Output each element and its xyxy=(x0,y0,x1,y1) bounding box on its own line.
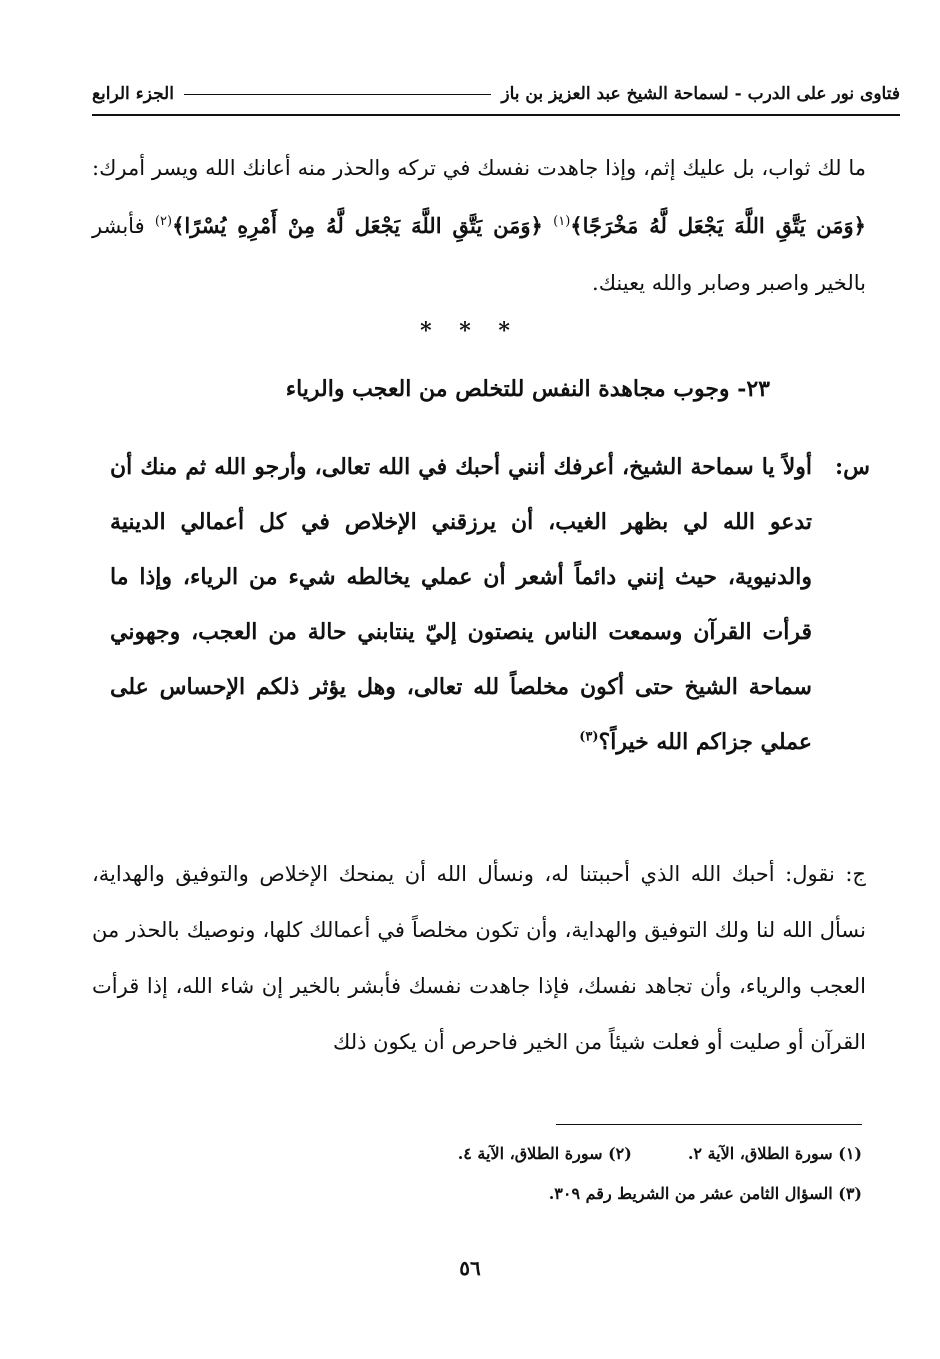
answer-text: نقول: أحبك الله الذي أحببتنا له، ونسأل الله أن يمنحك الإخلاص والتوفيق والهداية، نسأل الله لنا ولك التوفيق والهداية، وأن تكون مخلصاً في أعمالك كلها، ونوصيك بالحذر من العجب والرياء، وأن تجاهد نفسك، فإذا جاهدت نفسك فأبشر بالخير إن شاء الله، إذا قرأت القرآن أو صليت أو فعلت شيئاً من الخير فاحرص أن يكون ذلك xyxy=(92,862,866,1054)
footnote-ref-2: (٢) xyxy=(154,214,173,229)
footnote-3: (٣) السؤال الثامن عشر من الشريط رقم ٣٠٩. xyxy=(548,1184,862,1203)
answer-paragraph xyxy=(92,846,866,1070)
intro-paragraph xyxy=(92,140,866,312)
question-block xyxy=(110,440,870,770)
footnote-line-2 xyxy=(92,1174,862,1214)
quran-verse-1: ﴿وَمَن يَتَّقِ اللَّهَ يَجْعَل لَّهُ مَخْرَجًا﴾ xyxy=(570,213,866,238)
section-title: ٢٣- وجوب مجاهدة النفس للتخلص من العجب والرياء xyxy=(285,376,770,402)
header-rule xyxy=(92,114,900,116)
section-separator: * * * xyxy=(420,318,520,344)
question-text: أولاً يا سماحة الشيخ، أعرفك أنني أحبك في الله تعالى، وأرجو الله ثم منك أن تدعو الله لي بظهر الغيب، أن يرزقني الإخلاص في كل أعمالي الدينية والدنيوية، حيث إنني دائماً أشعر أن عملي يخالطه شيء من الرياء، وإذا ما قرأت القرآن وسمعت الناس ينصتون إليّ ينتابني حالة من العجب، وجهوني سماحة الشيخ حتى أكون مخلصاً لله تعالى، وهل يؤثر ذلكم الإحساس على عملي جزاكم الله خيراً؟ xyxy=(110,454,812,755)
answer-label: ج: xyxy=(845,862,866,886)
footnote-ref-1: (١) xyxy=(553,214,571,229)
page-number: ٥٦ xyxy=(459,1256,481,1280)
book-title: فتاوى نور على الدرب - لسماحة الشيخ عبد العزيز بن باز xyxy=(501,84,900,104)
footnotes xyxy=(92,1134,862,1214)
running-header xyxy=(92,84,900,104)
question-label: س: xyxy=(835,454,870,480)
intro-closing-text: فأبشر بالخير واصبر وصابر والله يعينك. xyxy=(92,214,866,295)
quran-verse-2: ﴿وَمَن يَتَّقِ اللَّهَ يَجْعَل لَّهُ مِنْ أَمْرِهِ يُسْرًا﴾ xyxy=(172,213,543,238)
footnote-ref-3: (٣) xyxy=(579,729,599,745)
footnote-1: (١) سورة الطلاق، الآية ٢. xyxy=(687,1144,862,1163)
footnote-line-1 xyxy=(92,1134,862,1174)
footnote-2: (٢) سورة الطلاق، الآية ٤. xyxy=(457,1144,632,1163)
question-body xyxy=(110,440,812,770)
part-label: الجزء الرابع xyxy=(92,84,174,104)
footnote-rule xyxy=(556,1124,862,1125)
header-dash-rule xyxy=(184,94,491,95)
intro-text: ما لك ثواب، بل عليك إثم، وإذا جاهدت نفسك في تركه والحذر منه أعانك الله ويسر أمرك: xyxy=(92,156,866,180)
